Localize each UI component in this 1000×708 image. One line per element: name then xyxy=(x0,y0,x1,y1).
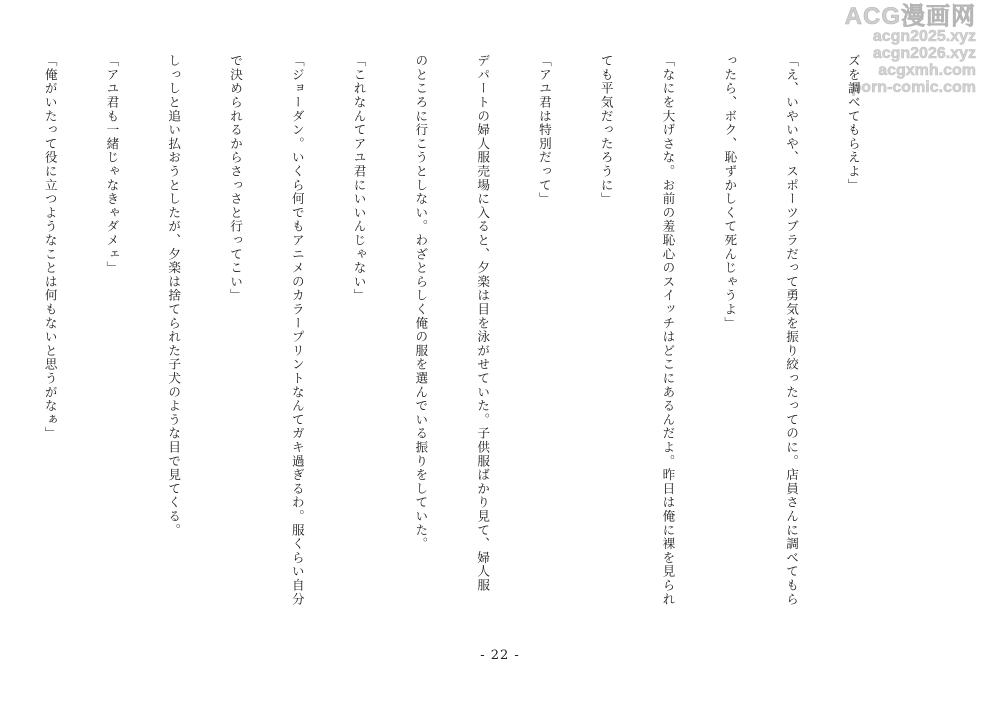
watermark-url: acgxmh.com xyxy=(878,61,976,79)
text-line: 「アユ君は特別だって」 xyxy=(536,54,552,206)
text-line: 「なにを大げさな。お前の羞恥心のスイッチはどこにあるんだよ。昨日は俺に裸を見られ xyxy=(660,54,676,606)
watermark-url: porn-comic.com xyxy=(851,78,976,96)
watermark-logo: ACG漫画网 xyxy=(844,3,976,30)
text-line: 「ジョーダン。いくら何でもアニメのカラープリントなんてガキ過ぎるわ。服くらい自分 xyxy=(289,54,305,606)
page-number: - 22 - xyxy=(480,648,520,663)
text-line: 「アユ君も一緒じゃなきゃダメェ」 xyxy=(104,54,120,275)
vertical-text-body xyxy=(42,54,904,609)
text-line: ったら、ボク、恥ずかしくて死んじゃうよ」 xyxy=(722,54,738,330)
text-line: 「え、いやいや、スポーツブラだって勇気を振り絞ったってのに。店員さんに調べてもら xyxy=(784,54,800,606)
text-line: しっしと追い払おうとしたが、夕楽は捨てられた子犬のような目で見てくる。 xyxy=(166,54,182,537)
text-line: デパートの婦人服売場に入ると、夕楽は目を泳がせていた。子供服ばかり見て、婦人服 xyxy=(475,54,491,593)
text-line: のところに行こうとしない。わざとらしく俺の服を選んでいる振りをしていた。 xyxy=(413,54,429,551)
watermark-url: acgn2025.xyz xyxy=(872,28,976,46)
text-line: ても平気だったろうに」 xyxy=(598,54,614,206)
text-line: ズを調べてもらえよ」 xyxy=(845,54,861,192)
watermark-url: acgn2026.xyz xyxy=(872,44,976,62)
text-line: 「これなんてアユ君にいいんじゃない」 xyxy=(351,54,367,303)
text-line: 「俺がいたって役に立つようなことは何もないと思うがなぁ」 xyxy=(42,54,58,441)
text-line: で決められるからさっさと行ってこい」 xyxy=(228,54,243,303)
